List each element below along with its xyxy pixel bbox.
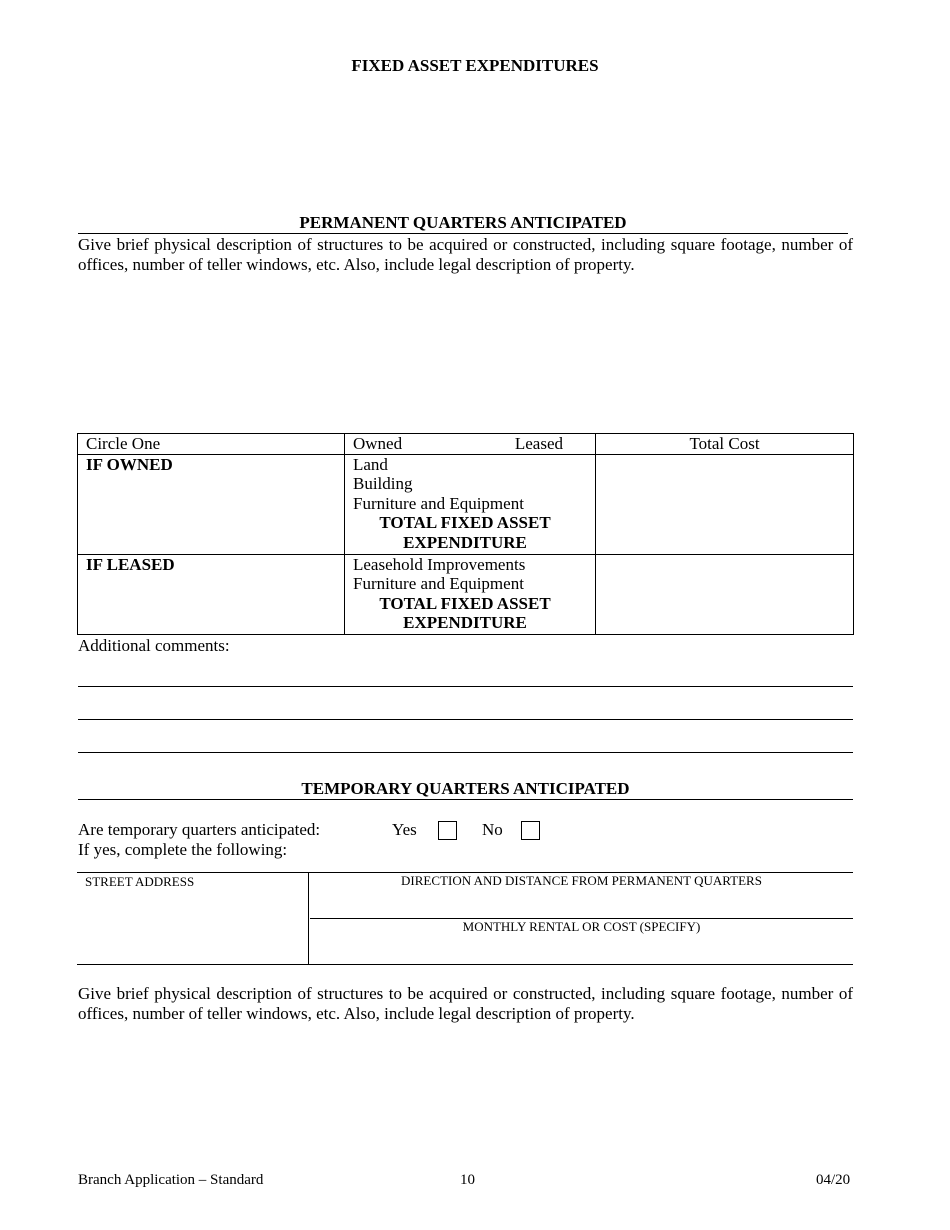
no-label: No [482, 820, 503, 839]
yes-label: Yes [392, 820, 417, 839]
furniture-equipment-item: Furniture and Equipment [353, 493, 524, 513]
comment-line-2[interactable] [78, 719, 853, 720]
footer-form-name: Branch Application – Standard [78, 1172, 264, 1188]
monthly-rental-label: MONTHLY RENTAL OR COST (SPECIFY) [462, 919, 701, 934]
comment-line-1[interactable] [78, 686, 853, 687]
total-expenditure-label-line1: TOTAL FIXED ASSET [379, 513, 551, 532]
temporary-quarters-question: Are temporary quarters anticipated: [78, 820, 321, 839]
permanent-description-instructions: Give brief physical description of structures to be acquired or constructed, including square footage, number of offices, number of teller windows, etc. Also, include legal description of property. [78, 235, 853, 274]
land-item: Land [353, 454, 388, 474]
temporary-followup-instruction: If yes, complete the following: [78, 840, 288, 859]
monthly-rental-field[interactable] [310, 919, 853, 964]
yes-checkbox[interactable] [438, 821, 457, 840]
street-address-field[interactable] [77, 873, 309, 964]
page-title: FIXED ASSET EXPENDITURES [351, 56, 599, 75]
leasehold-improvements-item: Leasehold Improvements [353, 554, 526, 574]
footer-revision-date: 04/20 [816, 1172, 851, 1188]
if-leased-row [78, 554, 854, 634]
additional-comments-label: Additional comments: [78, 636, 230, 655]
total-expenditure-label-line1: TOTAL FIXED ASSET [379, 593, 551, 613]
temporary-question-block [78, 820, 320, 860]
total-cost-header: Total Cost [596, 434, 854, 455]
comment-line-3[interactable] [78, 752, 853, 753]
direction-distance-label: DIRECTION AND DISTANCE FROM PERMANENT QUARTERS [401, 873, 762, 888]
yes-option [392, 820, 457, 840]
temporary-description-instructions: Give brief physical description of structures to be acquired or constructed, including square footage, number of offices, number of teller windows, etc. Also, include legal description of property. [78, 984, 853, 1023]
footer-page-number: 10 [460, 1172, 475, 1188]
owned-option[interactable]: Owned [353, 434, 403, 453]
circle-one-label: Circle One [78, 434, 345, 455]
building-item: Building [353, 474, 413, 493]
no-option [482, 820, 540, 840]
leased-total-cost-cell[interactable] [596, 554, 854, 634]
street-address-label: STREET ADDRESS [85, 874, 195, 889]
if-leased-label: IF LEASED [78, 554, 345, 634]
total-expenditure-label-line2: EXPENDITURE [403, 532, 527, 552]
table-header-row [78, 434, 854, 455]
furniture-equipment-item: Furniture and Equipment [353, 574, 524, 593]
permanent-quarters-heading: PERMANENT QUARTERS ANTICIPATED [78, 213, 848, 234]
no-checkbox[interactable] [521, 821, 540, 840]
owned-total-cost-cell[interactable] [596, 454, 854, 554]
if-owned-row [78, 454, 854, 554]
leased-option[interactable]: Leased [514, 434, 563, 453]
temporary-address-grid [77, 872, 853, 965]
temporary-quarters-heading: TEMPORARY QUARTERS ANTICIPATED [78, 779, 853, 800]
total-expenditure-label-line2: EXPENDITURE [403, 613, 527, 632]
direction-distance-field[interactable] [310, 873, 853, 919]
if-owned-label: IF OWNED [78, 454, 345, 554]
fixed-asset-cost-table [77, 433, 854, 635]
